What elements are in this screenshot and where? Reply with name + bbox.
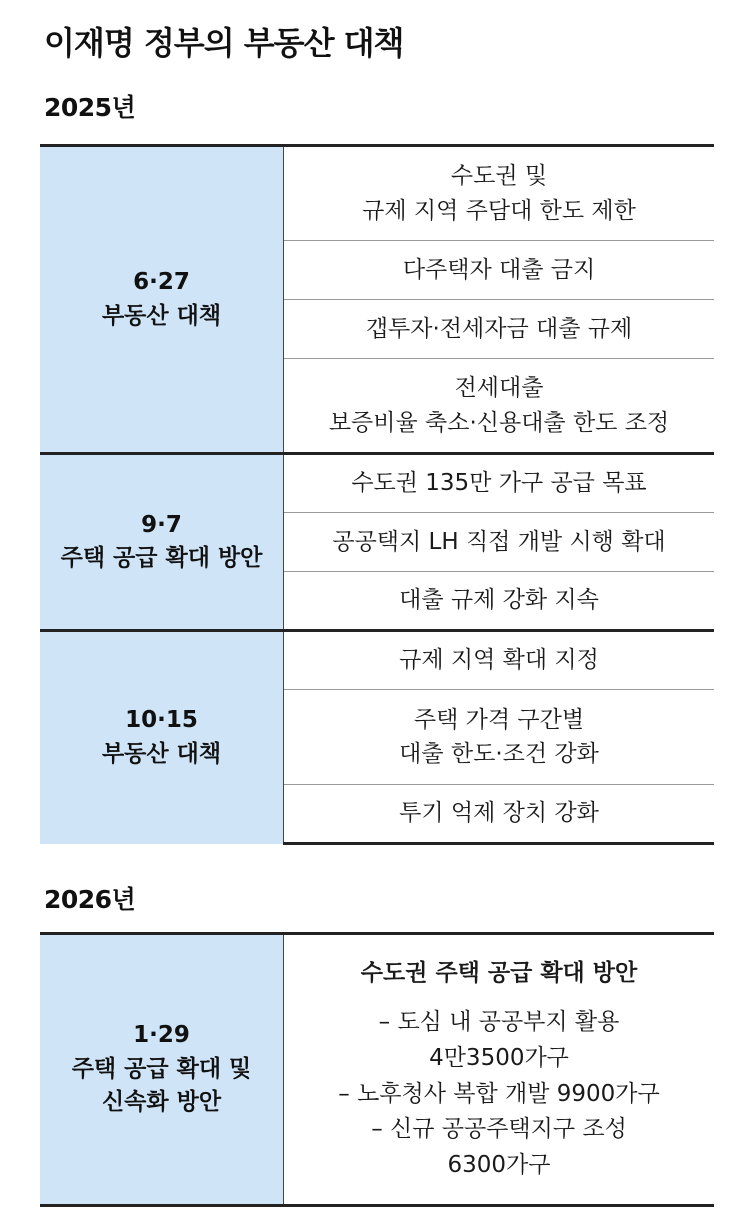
year-heading-2025: 2025년 [44, 93, 136, 122]
policy-item-line: 다주택자 대출 금지 [402, 256, 596, 283]
table-row [40, 631, 714, 690]
policy-date: 9·7 [141, 511, 182, 538]
table-row [40, 454, 714, 513]
policy-item-line: 보증비율 축소·신용대출 한도 조정 [328, 409, 670, 436]
policy-item [284, 690, 715, 785]
policy-item-line: 투기 억제 장치 강화 [399, 800, 599, 827]
policy-name: 부동산 대책 [101, 302, 222, 329]
policy-item [284, 513, 715, 572]
policy-date: 6·27 [133, 269, 190, 296]
policy-item-line: 수도권 135만 가구 공급 목표 [351, 470, 647, 497]
policy-item-line: 6300가구 [447, 1151, 551, 1178]
table-row [40, 146, 714, 241]
policy-table-2026 [40, 932, 714, 1207]
policy-item [284, 454, 715, 513]
policy-item [284, 300, 715, 359]
policy-label-6-27 [40, 146, 284, 454]
policy-item-line: – 노후청사 복합 개발 9900가구 [338, 1080, 660, 1107]
policy-item-line: 갭투자·전세자금 대출 규제 [365, 315, 633, 342]
policy-item [284, 934, 715, 1206]
policy-item [284, 785, 715, 844]
policy-item [284, 359, 715, 454]
policy-name: 주택 공급 확대 및 [71, 1055, 252, 1082]
policy-item-line: 규제 지역 주담대 한도 제한 [362, 197, 636, 224]
policy-item-line: – 도심 내 공공부지 활용 [378, 1009, 620, 1036]
policy-item-line: 주택 가격 구간별 [413, 706, 585, 733]
policy-item-line: 4만3500가구 [429, 1044, 569, 1071]
year-heading-2026: 2026년 [44, 885, 136, 914]
policy-label-10-15 [40, 631, 284, 844]
table-row [40, 934, 714, 1206]
policy-item-heading: 수도권 주택 공급 확대 방안 [360, 959, 638, 986]
policy-date: 10·15 [125, 707, 198, 734]
policy-item [284, 631, 715, 690]
policy-item-line: 공공택지 LH 직접 개발 시행 확대 [332, 528, 666, 555]
policy-item-line: 대출 규제 강화 지속 [399, 587, 599, 614]
policy-item-line: 수도권 및 [450, 163, 548, 189]
policy-date: 1·29 [133, 1022, 190, 1049]
policy-item-line: 규제 지역 확대 지정 [399, 647, 599, 674]
policy-item [284, 572, 715, 631]
policy-name: 신속화 방안 [101, 1089, 222, 1116]
policy-item [284, 241, 715, 300]
policy-item-line: – 신규 공공주택지구 조성 [371, 1116, 627, 1143]
policy-name: 주택 공급 확대 방안 [60, 545, 263, 571]
page-title: 이재명 정부의 부동산 대책 [44, 24, 404, 62]
policy-table-2025 [40, 144, 714, 845]
policy-item [284, 146, 715, 241]
policy-label-9-7 [40, 454, 284, 631]
policy-item-line: 대출 한도·조건 강화 [399, 741, 599, 767]
policy-label-1-29 [40, 934, 284, 1206]
policy-name: 부동산 대책 [101, 740, 222, 767]
policy-item-line: 전세대출 [454, 375, 544, 401]
